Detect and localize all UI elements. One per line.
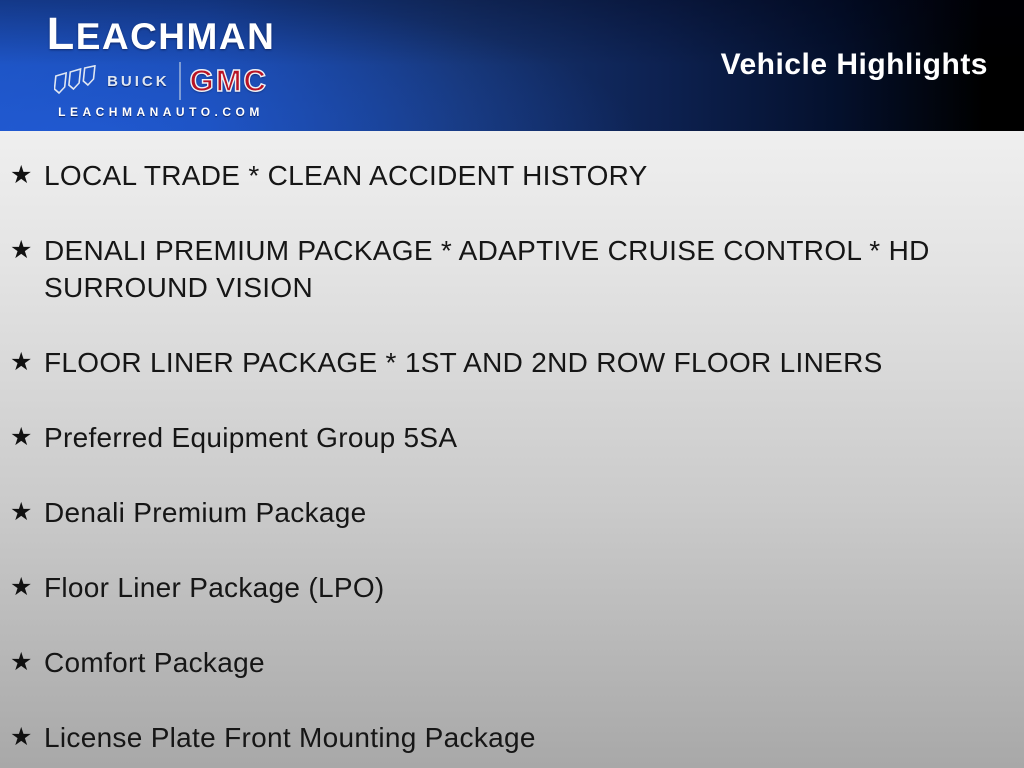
highlight-text: Floor Liner Package (LPO) (44, 572, 385, 603)
highlight-text: FLOOR LINER PACKAGE * 1ST AND 2ND ROW FLOOR LINERS (44, 347, 883, 378)
dealer-website: LEACHMANAUTO.COM (58, 105, 264, 119)
highlight-text: License Plate Front Mounting Package (44, 722, 536, 753)
highlight-item (10, 719, 990, 756)
star-icon: ★ (10, 498, 33, 526)
highlight-text: Comfort Package (44, 647, 265, 678)
page-title: Vehicle Highlights (720, 48, 988, 81)
star-icon: ★ (10, 573, 33, 601)
highlight-text: Denali Premium Package (44, 497, 367, 528)
highlight-text: Preferred Equipment Group 5SA (44, 422, 458, 453)
star-icon: ★ (10, 723, 33, 751)
buick-tri-shield-icon (54, 65, 98, 97)
highlight-item (10, 232, 990, 306)
highlight-item (10, 157, 990, 194)
dealer-logo (32, 8, 290, 119)
brand-divider (179, 62, 181, 100)
highlight-text: LOCAL TRADE * CLEAN ACCIDENT HISTORY (44, 160, 648, 191)
star-icon: ★ (10, 648, 33, 676)
star-icon: ★ (10, 423, 33, 451)
star-icon: ★ (10, 236, 33, 264)
highlight-item (10, 419, 990, 456)
highlight-text: DENALI PREMIUM PACKAGE * ADAPTIVE CRUISE CONTROL * HD SURROUND VISION (44, 235, 930, 303)
brand-row (32, 60, 290, 102)
highlight-item (10, 344, 990, 381)
highlight-item (10, 569, 990, 606)
highlight-item (10, 494, 990, 531)
gmc-wordmark: GMC (189, 63, 268, 98)
star-icon: ★ (10, 348, 33, 376)
star-icon: ★ (10, 161, 33, 189)
highlight-item (10, 644, 990, 681)
header-banner (0, 0, 1024, 131)
buick-wordmark: BUICK (107, 72, 170, 90)
highlights-list (0, 131, 1024, 768)
dealer-name: LEACHMAN (46, 8, 276, 59)
